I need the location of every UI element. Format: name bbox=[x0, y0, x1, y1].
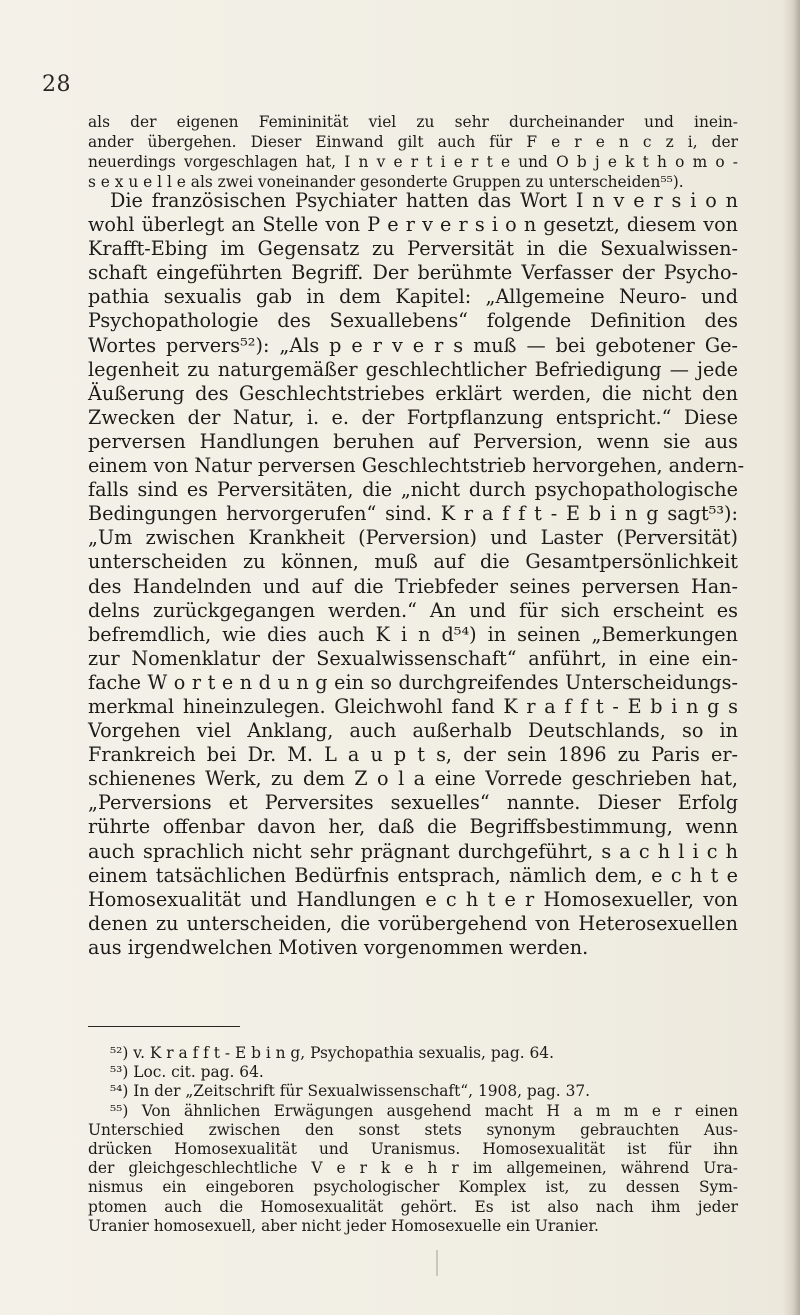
text-line: unterscheiden zu können, muß auf die Gesamtpersönlichkeit bbox=[88, 550, 738, 574]
footnote-55: ⁵⁵) Von ähnlichen Erwägungen ausgehend macht H a m m e r einen bbox=[110, 1101, 738, 1120]
footnote-text-line: drücken Homosexualität und Uranismus. Homosexualität ist für ihn bbox=[88, 1140, 738, 1159]
scan-artifact bbox=[436, 1250, 438, 1276]
page-number: 28 bbox=[42, 72, 71, 97]
footnote-text-line: der gleichgeschlechtliche V e r k e h r im allgemeinen, während Ura- bbox=[88, 1159, 738, 1178]
page-edge-shadow bbox=[782, 0, 800, 1315]
text-line: Die französischen Psychiater hatten das Wort I n v e r s i o n bbox=[110, 189, 738, 212]
text-line: zur Nomenklatur der Sexualwissenschaft“ anführt, in eine ein- bbox=[88, 646, 738, 670]
text-line: einem von Natur perversen Geschlechtstrieb hervorgehen, andern- bbox=[88, 454, 745, 478]
text-line: Homosexualität und Handlungen e c h t e r Homosexueller, von bbox=[88, 887, 738, 911]
text-line: rührte offenbar davon her, daß die Begriffsbestimmung, wenn bbox=[88, 815, 738, 839]
text-line: Krafft-Ebing im Gegensatz zu Perversität in die Sexualwissen- bbox=[88, 237, 738, 261]
text-line: Vorgehen viel Anklang, auch außerhalb Deutschlands, so in bbox=[88, 719, 738, 743]
footnote-52: ⁵²) v. K r a f f t - E b i n g, Psychopathia sexualis, pag. 64. bbox=[110, 1044, 554, 1062]
footnote-separator-rule bbox=[88, 1026, 240, 1027]
text-line: perversen Handlungen beruhen auf Perversion, wenn sie aus bbox=[88, 429, 738, 453]
text-line: merkmal hineinzulegen. Gleichwohl fand K r a f f t - E b i n g s bbox=[88, 694, 738, 718]
text-line: legenheit zu naturgemäßer geschlechtlicher Befriedigung — jede bbox=[88, 357, 738, 381]
text-line: Bedingungen hervorgerufen“ sind. K r a f f t - E b i n g sagt⁵³): bbox=[88, 502, 738, 526]
text-line: Psychopathologie des Sexuallebens“ folgende Definition des bbox=[88, 309, 738, 333]
text-line: einem tatsächlichen Bedürfnis entsprach, nämlich dem, e c h t e bbox=[88, 863, 738, 887]
text-line: wohl überlegt an Stelle von P e r v e r s i o n gesetzt, diesem von bbox=[88, 213, 738, 237]
text-line: Frankreich bei Dr. M. L a u p t s, der sein 1896 zu Paris er- bbox=[88, 743, 738, 767]
footnote-text-line: ptomen auch die Homosexualität gehört. Es ist also nach ihm jeder bbox=[88, 1197, 738, 1216]
text-line: als der eigenen Femininität viel zu sehr durcheinander und inein- bbox=[88, 113, 738, 131]
footnote-text-line: nismus ein eingeboren psychologischer Komplex ist, zu dessen Sym- bbox=[88, 1178, 738, 1197]
continued-footnote-paragraph bbox=[88, 112, 738, 192]
text-line: fache W o r t e n d u n g ein so durchgreifendes Unterscheidungs- bbox=[88, 670, 738, 694]
main-paragraph bbox=[88, 189, 745, 960]
text-line: Äußerung des Geschlechtstriebes erklärt werden, die nicht den bbox=[88, 381, 738, 405]
text-line: falls sind es Perversitäten, die „nicht durch psychopathologische bbox=[88, 478, 738, 502]
text-line: befremdlich, wie dies auch K i n d⁵⁴) in seinen „Bemerkungen bbox=[88, 622, 738, 646]
text-line: „Perversions et Perversites sexuelles“ nannte. Dieser Erfolg bbox=[88, 791, 738, 815]
text-line: s e x u e l l e als zwei voneinander gesonderte Gruppen zu unterscheiden⁵⁵). bbox=[88, 173, 684, 191]
text-line: schienenes Werk, zu dem Z o l a eine Vorrede geschrieben hat, bbox=[88, 767, 738, 791]
footnote-text-line: Uranier homosexuell, aber nicht jeder Homosexuelle ein Uranier. bbox=[88, 1216, 599, 1235]
footnote-54: ⁵⁴) In der „Zeitschrift für Sexualwissenschaft“, 1908, pag. 37. bbox=[110, 1082, 591, 1101]
text-line: schaft eingeführten Begriff. Der berühmte Verfasser der Psycho- bbox=[88, 261, 738, 285]
text-line: denen zu unterscheiden, die vorübergehend von Heterosexuellen bbox=[88, 911, 738, 935]
footnotes bbox=[88, 1044, 738, 1236]
text-line: des Handelnden und auf die Triebfeder seines perversen Han- bbox=[88, 574, 738, 598]
text-line: pathia sexualis gab in dem Kapitel: „Allgemeine Neuro- und bbox=[88, 285, 738, 309]
footnote-text-line: Unterschied zwischen den sonst stets synonym gebrauchten Aus- bbox=[88, 1120, 738, 1139]
text-line: delns zurückgegangen werden.“ An und für sich erscheint es bbox=[88, 598, 738, 622]
text-line: auch sprachlich nicht sehr prägnant durchgeführt, s a c h l i c h bbox=[88, 839, 738, 863]
footnote-53: ⁵³) Loc. cit. pag. 64. bbox=[110, 1063, 264, 1082]
text-line: ander übergehen. Dieser Einwand gilt auch für F e r e n c z i, der bbox=[88, 133, 738, 151]
text-line: „Um zwischen Krankheit (Perversion) und Laster (Perversität) bbox=[88, 526, 738, 550]
text-line: Wortes pervers⁵²): „Als p e r v e r s muß — bei gebotener Ge- bbox=[88, 333, 738, 357]
text-line: Zwecken der Natur, i. e. der Fortpflanzung entspricht.“ Diese bbox=[88, 405, 738, 429]
text-line: neuerdings vorgeschlagen hat, I n v e r t i e r t e und O b j e k t h o m o - bbox=[88, 153, 738, 171]
text-line: aus irgendwelchen Motiven vorgenommen werden. bbox=[88, 935, 589, 959]
